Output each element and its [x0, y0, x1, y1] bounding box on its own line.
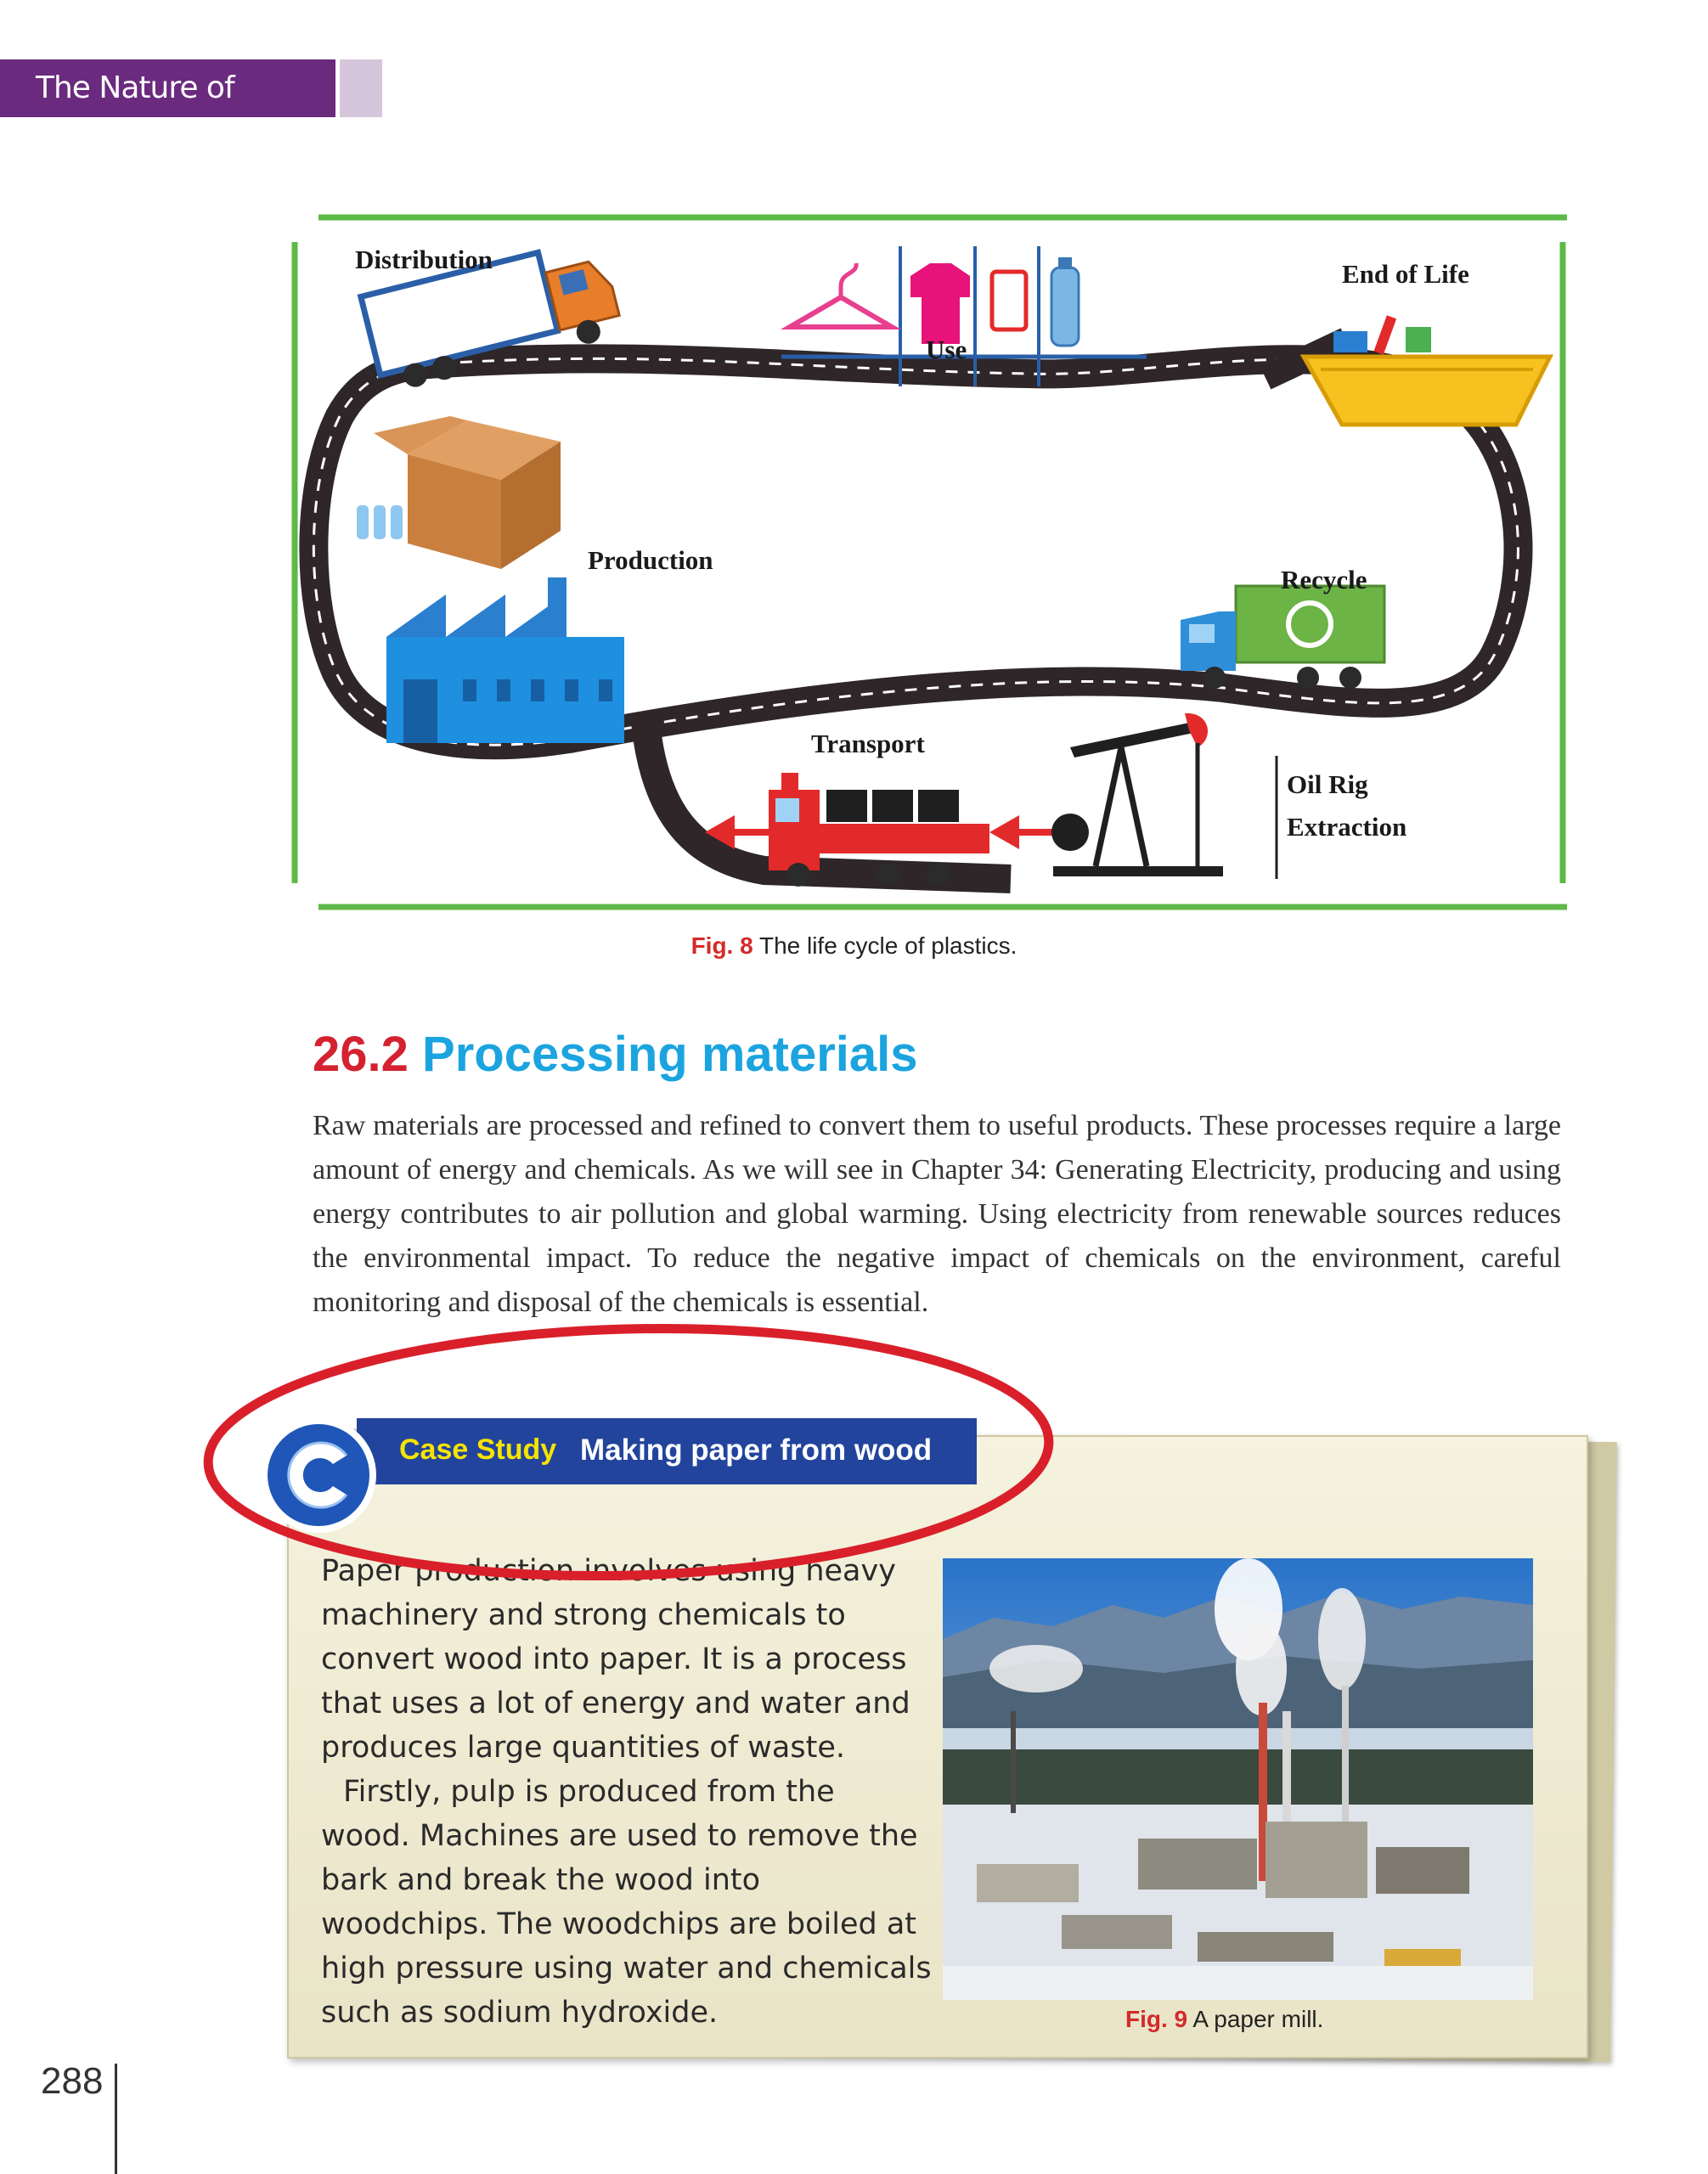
production-label: Production: [588, 545, 713, 575]
paper-mill-photo: [943, 1558, 1533, 2000]
chapter-tab-accent: [340, 59, 382, 117]
page-number-rule: [115, 2064, 117, 2174]
case-study-title: Making paper from wood: [580, 1433, 933, 1467]
transport-label: Transport: [811, 729, 925, 758]
recycle-label: Recycle: [1281, 565, 1367, 594]
case-study-tag: Case Study: [399, 1433, 557, 1466]
case-study-c-icon: [255, 1411, 382, 1539]
use-label: Use: [926, 335, 967, 364]
factory-icon: [386, 577, 624, 743]
figure-8-text: The life cycle of plastics.: [753, 932, 1017, 959]
extraction-label: Extraction: [1287, 812, 1407, 842]
case-study-text: [321, 1549, 933, 2035]
oil-pump-jack-icon: [1051, 713, 1223, 876]
section-number: 26.2: [313, 1027, 409, 1082]
section-body-text: Raw materials are processed and refined to convert them to useful products. These processes require a large amount of energy and chemicals. As we will see in Chapter 34: Generating Electricity, producing and using energy contributes to air pollution and global warming. Using electricity from renewable sources reduces the environmental impact. To reduce the negative impact of chemicals on the environment, careful monitoring and disposal of the chemicals is essential.: [313, 1110, 1561, 1318]
box-of-bottles-icon: [357, 416, 561, 569]
skip-bin-icon: [1304, 315, 1550, 425]
end-of-life-label: End of Life: [1342, 259, 1469, 289]
chapter-tab: The Nature of Science: [0, 59, 335, 117]
section-heading: [313, 1026, 918, 1083]
lifecycle-illustration: [289, 212, 1580, 913]
figure-9-text: A paper mill.: [1187, 2006, 1324, 2032]
distribution-label: Distribution: [355, 245, 493, 274]
plastics-lifecycle-diagram: [289, 212, 1580, 913]
case-study-paragraph-1: Paper production involves using heavy machinery and strong chemicals to convert wood into paper. It is a process that uses a lot of energy and water and produces large quantities of waste.: [321, 1554, 910, 1765]
figure-8-number: Fig. 8: [691, 932, 753, 959]
recycle-truck-icon: [1181, 586, 1384, 689]
page-number: 288: [41, 2060, 104, 2102]
case-study-paragraph-2: Firstly, pulp is produced from the wood. Machines are used to remove the bark and break the wood into woodchips. The woodchips are boiled at high pressure using water and chemicals such as sodium hydroxide.: [321, 1775, 932, 2030]
figure-9-caption: [1125, 2006, 1323, 2033]
section-title: Processing materials: [422, 1027, 918, 1082]
figure-8-caption: [0, 932, 1708, 960]
figure-9-number: Fig. 9: [1125, 2006, 1188, 2032]
oil-rig-label: Oil Rig: [1287, 769, 1368, 799]
